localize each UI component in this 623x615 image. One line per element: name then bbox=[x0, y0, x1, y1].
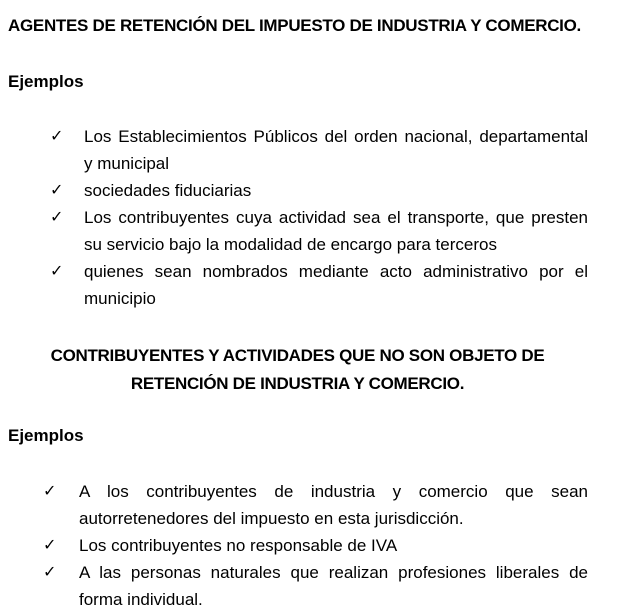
check-icon: ✓ bbox=[43, 537, 57, 554]
list-item bbox=[50, 258, 588, 312]
check-icon: ✓ bbox=[43, 483, 57, 500]
list-item-text: Los contribuyentes no responsable de IVA bbox=[79, 536, 398, 555]
section-1-title: AGENTES DE RETENCIÓN DEL IMPUESTO DE INDUSTRIA Y COMERCIO. bbox=[8, 16, 581, 35]
section-2-title-line-1: CONTRIBUYENTES Y ACTIVIDADES QUE NO SON OBJETO DE bbox=[50, 346, 545, 365]
list-item-text: Los contribuyentes cuya actividad sea el transporte, que presten su servicio bajo la modalidad de encargo para terceros bbox=[84, 208, 588, 254]
list-item bbox=[43, 559, 588, 613]
list-item-text: quienes sean nombrados mediante acto administrativo por el municipio bbox=[84, 262, 588, 308]
list-item bbox=[43, 478, 588, 532]
section-1-list bbox=[50, 123, 588, 312]
check-icon: ✓ bbox=[50, 128, 64, 145]
check-icon: ✓ bbox=[50, 209, 64, 226]
check-icon: ✓ bbox=[50, 263, 64, 280]
section-2-examples-label: Ejemplos bbox=[8, 426, 84, 445]
section-2-title bbox=[0, 342, 623, 398]
section-2-title-line-2: RETENCIÓN DE INDUSTRIA Y COMERCIO. bbox=[130, 374, 465, 393]
check-icon: ✓ bbox=[50, 182, 64, 199]
list-item-text: A las personas naturales que realizan profesiones liberales de forma individual. bbox=[79, 563, 588, 609]
check-icon: ✓ bbox=[43, 564, 57, 581]
list-item-text: Los Establecimientos Públicos del orden nacional, departamental y municipal bbox=[84, 127, 588, 173]
list-item bbox=[50, 177, 588, 204]
section-1-examples-label: Ejemplos bbox=[8, 72, 84, 91]
section-2-list bbox=[43, 478, 588, 613]
list-item-text: sociedades fiduciarias bbox=[84, 181, 252, 200]
list-item bbox=[43, 532, 588, 559]
list-item-text: A los contribuyentes de industria y comercio que sean autorretenedores del impuesto en esta jurisdicción. bbox=[79, 482, 588, 528]
list-item bbox=[50, 123, 588, 177]
list-item bbox=[50, 204, 588, 258]
